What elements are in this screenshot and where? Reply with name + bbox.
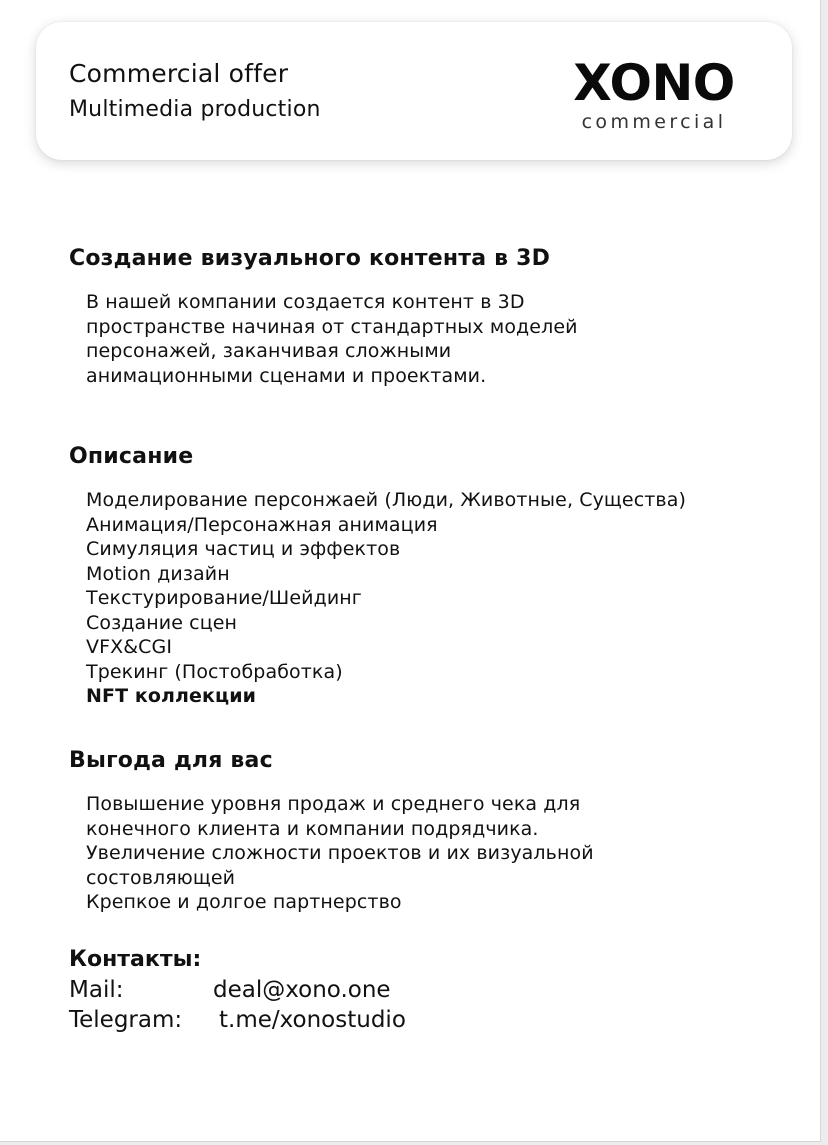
services-list [86, 488, 686, 709]
contact-mail-row [69, 977, 391, 1003]
telegram-link[interactable]: t.me/xonostudio [219, 1007, 406, 1033]
contact-telegram-row [69, 1007, 406, 1033]
service-item: Создание сцен [86, 611, 238, 634]
mail-label: Mail: [69, 977, 124, 1003]
service-item: Текстурирование/Шейдинг [86, 587, 362, 609]
service-item: VFX&CGI [86, 636, 173, 658]
benefit-line: Повышение уровня продаж и среднего чека для [86, 793, 581, 815]
contacts-title: Контакты: [69, 947, 202, 972]
section-body-3d-content [86, 290, 578, 388]
xono-logo [562, 54, 746, 133]
body-line: пространстве начиная от стандартных моделей [86, 315, 578, 338]
offer-title: Commercial offer [69, 59, 289, 88]
benefit-line: состовляющей [86, 866, 236, 889]
service-item: Трекинг (Постобработка) [86, 660, 343, 683]
benefit-line: Увеличение сложности проектов и их визуальной [86, 842, 594, 864]
telegram-label: Telegram: [69, 1007, 183, 1033]
logo-wordmark: XONO [573, 54, 735, 112]
section-title-description: Описание [69, 444, 194, 469]
mail-link[interactable]: deal@xono.one [213, 977, 391, 1003]
section-title-3d-content: Создание визуального контента в 3D [69, 246, 551, 271]
service-item: Анимация/Персонажная анимация [86, 513, 438, 536]
body-line: В нашей компании создается контент в 3D [86, 291, 525, 313]
header-card [36, 22, 792, 160]
benefit-line: Крепкое и долгое партнерство [86, 891, 402, 913]
benefits-list [86, 792, 594, 915]
body-line: анимационными сценами и проектами. [86, 364, 487, 387]
service-item: Симуляция частиц и эффектов [86, 538, 401, 560]
logo-tagline: commercial [581, 111, 727, 133]
section-title-benefits: Выгода для вас [69, 748, 273, 773]
body-line: персонажей, заканчивая сложными [86, 340, 452, 362]
benefit-line: конечного клиента и компании подрядчика. [86, 817, 539, 840]
offer-subtitle: Multimedia production [69, 97, 321, 122]
service-item-nft: NFT коллекции [86, 685, 257, 707]
service-item: Моделирование персонжаей (Люди, Животные, Существа) [86, 489, 686, 511]
service-item: Motion дизайн [86, 562, 230, 585]
